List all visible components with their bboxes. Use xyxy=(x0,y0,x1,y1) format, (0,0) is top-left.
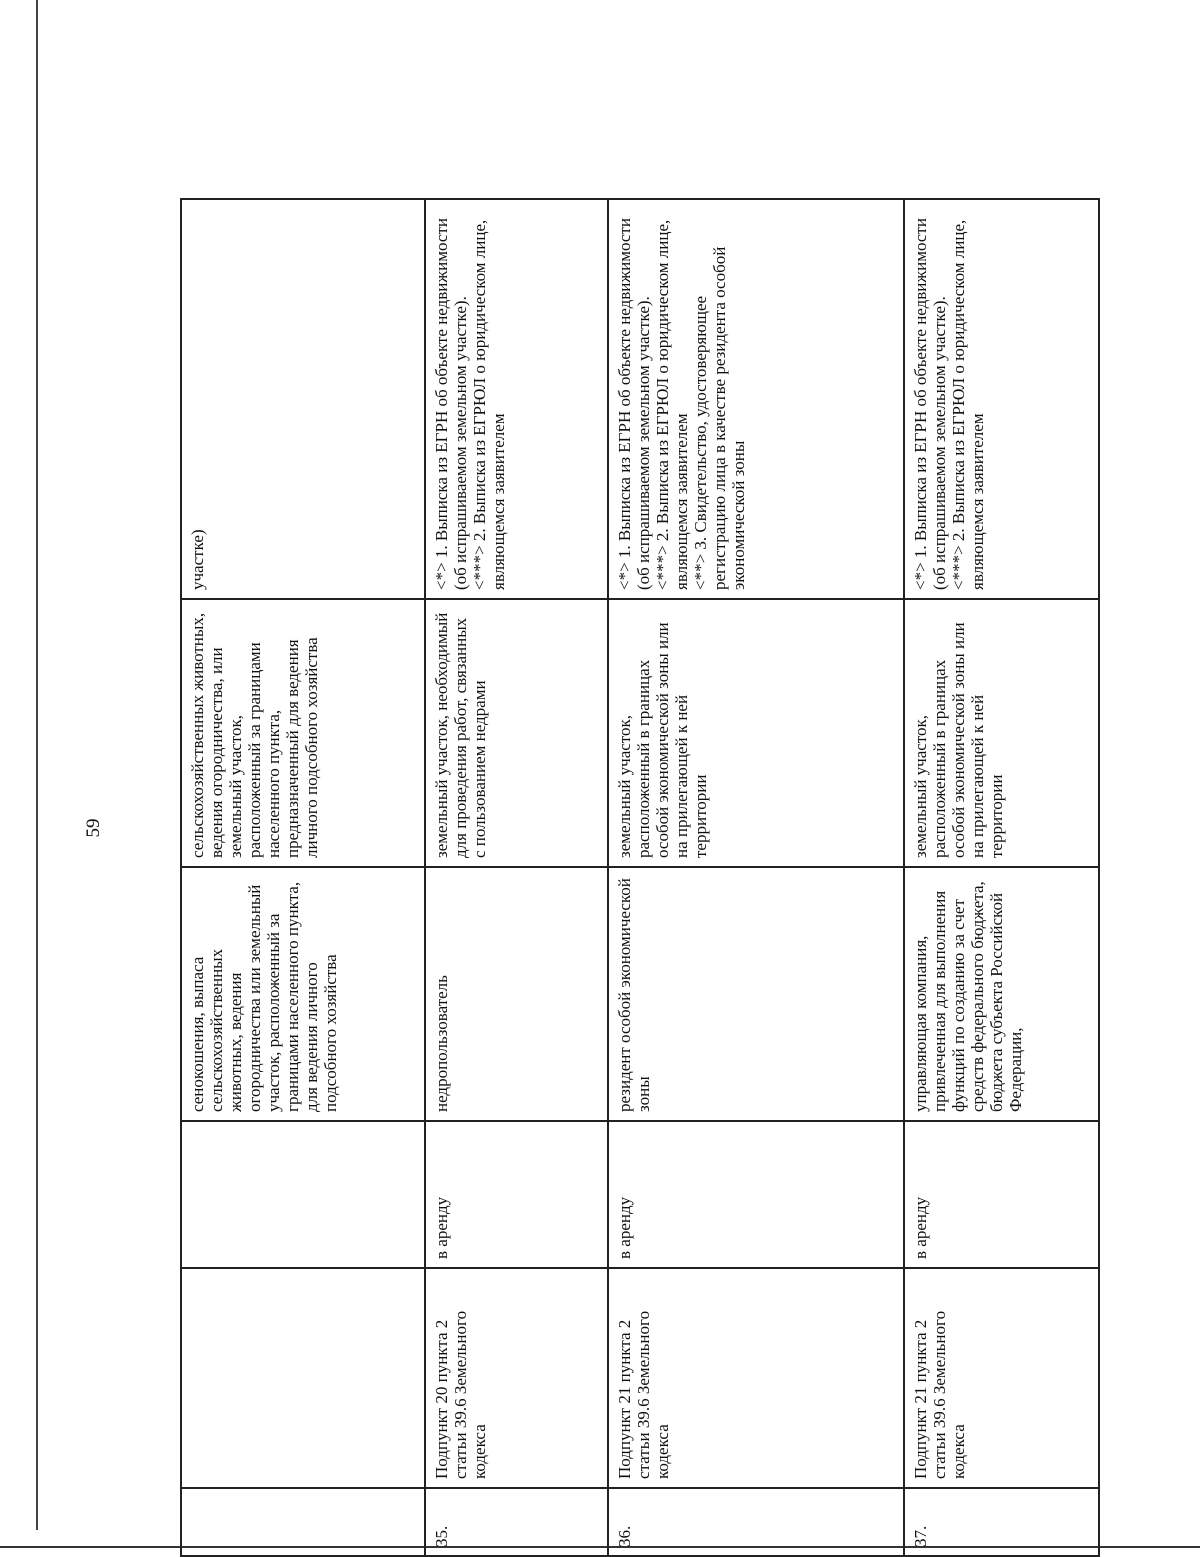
cell-documents: <*> 1. Выписка из ЕГРН об объекте недвижимости (об испрашиваемом земельном участке). <***> 2. Выписка из ЕГРЮЛ о юридическом лице, являющемся заявителем xyxy=(425,199,608,599)
page-number: 59 xyxy=(83,818,104,838)
cell-right: в аренду xyxy=(608,1121,904,1268)
cell-basis: Подпункт 21 пункта 2 статьи 39.6 Земельного кодекса xyxy=(904,1268,1099,1488)
table-row-continuation xyxy=(181,199,425,1556)
cell-basis: Подпункт 21 пункта 2 статьи 39.6 Земельного кодекса xyxy=(608,1268,904,1488)
cell-basis xyxy=(181,1268,425,1488)
cell-basis: Подпункт 20 пункта 2 статьи 39.6 Земельного кодекса xyxy=(425,1268,608,1488)
cell-plot: земельный участок, расположенный в границах особой экономической зоны или на прилегающей к ней территории xyxy=(608,599,904,867)
rotated-table-container xyxy=(180,200,1098,1557)
cell-plot: земельный участок, необходимый для проведения работ, связанных с пользованием недрами xyxy=(425,599,608,867)
scan-left-edge xyxy=(36,0,38,1530)
cell-applicant: недропользователь xyxy=(425,867,608,1121)
cell-number: 35. xyxy=(425,1488,608,1556)
cell-documents: <*> 1. Выписка из ЕГРН об объекте недвижимости (об испрашиваемом земельном участке). <***> 2. Выписка из ЕГРЮЛ о юридическом лице, являющемся заявителем <**> 3. Свидетельство, удостоверяющее регистрацию лица в качестве резидента особой экономической зоны xyxy=(608,199,904,599)
cell-right xyxy=(181,1121,425,1268)
table-row xyxy=(904,199,1099,1556)
cell-number: 36. xyxy=(608,1488,904,1556)
cell-plot: сельскохозяйственных животных, ведения огородничества, или земельный участок, расположенный за границами населенного пункта, предназначенный для ведения личного подсобного хозяйства xyxy=(181,599,425,867)
cell-applicant: сенокошения, выпаса сельскохозяйственных животных, ведения огородничества или земельный участок, расположенный за границами населенного пункта, для ведения личного подсобного хозяйства xyxy=(181,867,425,1121)
cell-right: в аренду xyxy=(904,1121,1099,1268)
table-row xyxy=(608,199,904,1556)
cell-plot: земельный участок, расположенный в границах особой экономической зоны или на прилегающей к ней территории xyxy=(904,599,1099,867)
cell-applicant: резидент особой экономической зоны xyxy=(608,867,904,1121)
cell-documents: <*> 1. Выписка из ЕГРН об объекте недвижимости (об испрашиваемом земельном участке). <***> 2. Выписка из ЕГРЮЛ о юридическом лице, являющемся заявителем xyxy=(904,199,1099,599)
cell-applicant: управляющая компания, привлеченная для выполнения функций по созданию за счет средств федерального бюджета, бюджета субъекта Российской Федерации, xyxy=(904,867,1099,1121)
table-row xyxy=(425,199,608,1556)
cell-number xyxy=(181,1488,425,1556)
cell-right: в аренду xyxy=(425,1121,608,1268)
land-provision-table xyxy=(180,198,1100,1557)
cell-number: 37. xyxy=(904,1488,1099,1556)
cell-documents: участке) xyxy=(181,199,425,599)
